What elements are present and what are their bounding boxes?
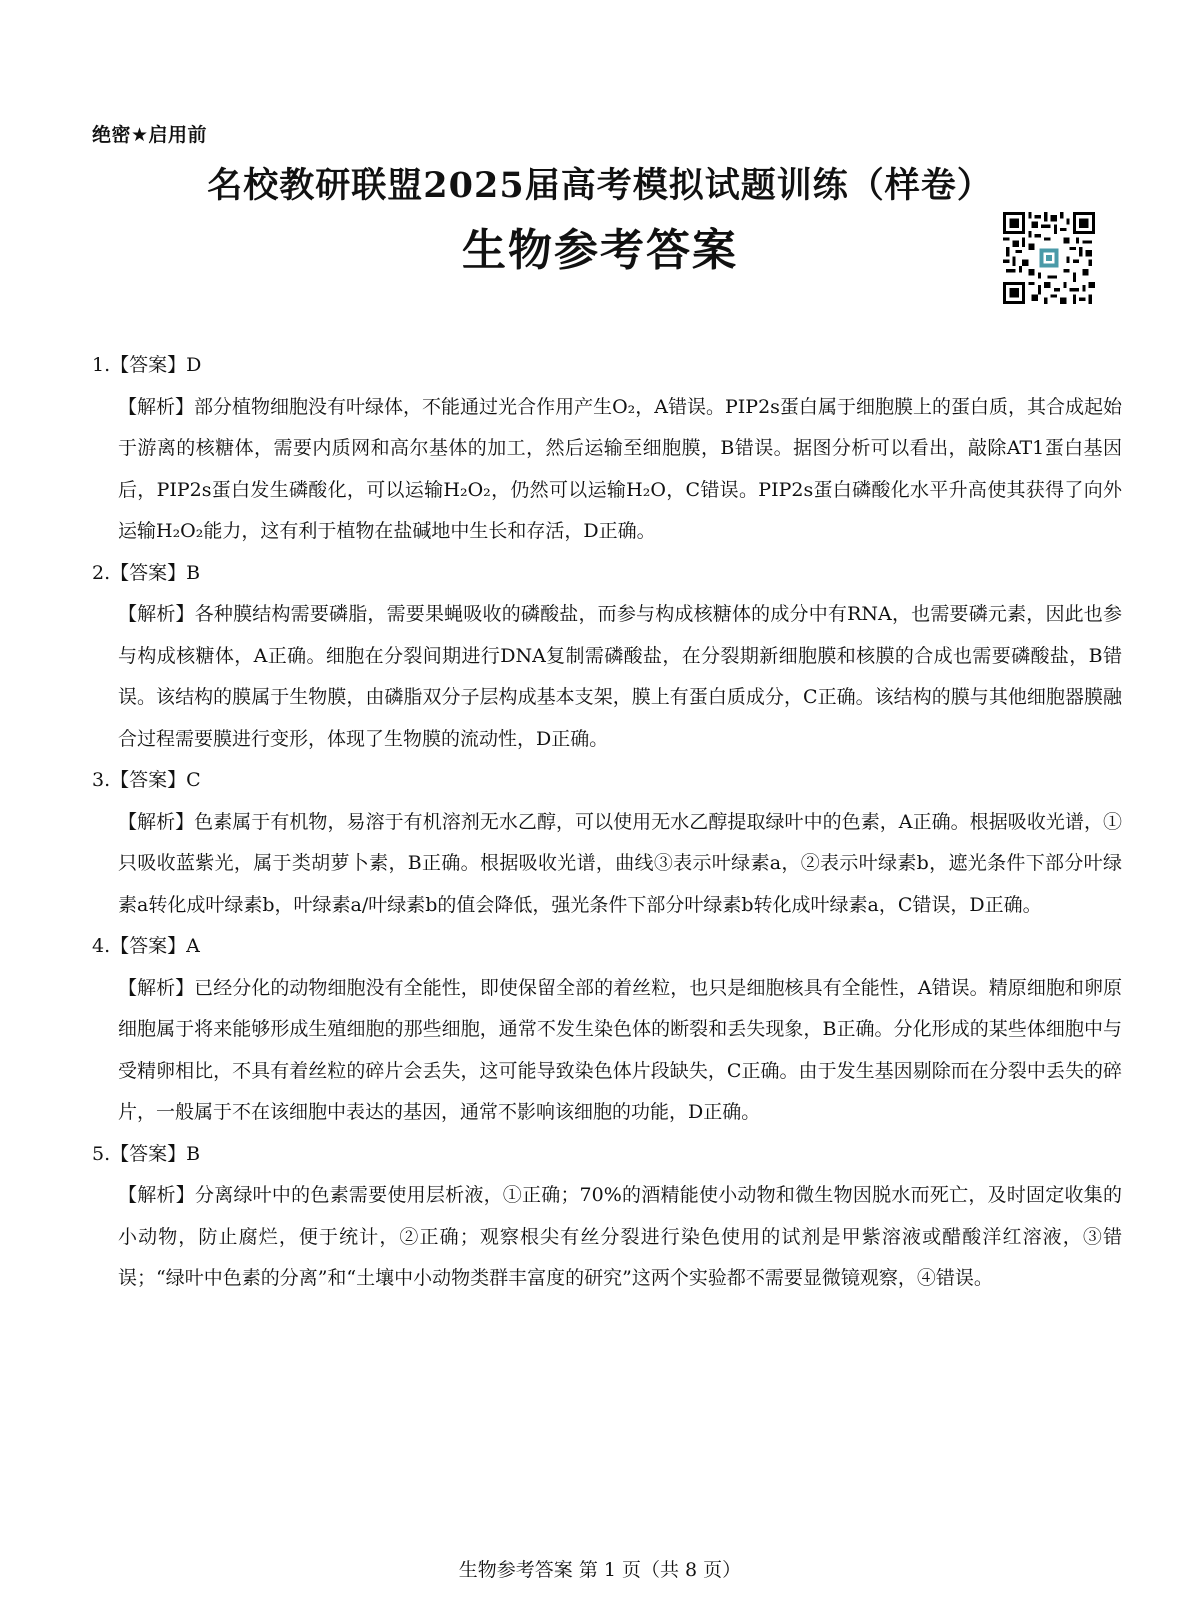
- question-3: [92, 760, 1122, 926]
- secret-label: 绝密★启用前: [92, 124, 208, 146]
- analysis-text: 【解析】分离绿叶中的色素需要使用层析液，①正确；70%的酒精能使小动物和微生物因脱水而死亡，及时固定收集的小动物，防止腐烂，便于统计，②正确；观察根尖有丝分裂进行染色使用的试剂是甲紫溶液或醋酸洋红溶液，③错误；“绿叶中色素的分离”和“土壤中小动物类群丰富度的研究”这两个实验都不需要显微镜观察，④错误。: [118, 1184, 1122, 1289]
- analysis-text: 【解析】各种膜结构需要磷脂，需要果蝇吸收的磷酸盐，而参与构成核糖体的成分中有RNA，也需要磷元素，因此也参与构成核糖体，A正确。细胞在分裂间期进行DNA复制需磷酸盐，在分裂期新细胞膜和核膜的合成也需要磷酸盐，B错误。该结构的膜属于生物膜，由磷脂双分子层构成基本支架，膜上有蛋白质成分，C正确。该结构的膜与其他细胞器膜融合过程需要膜进行变形，体现了生物膜的流动性，D正确。: [118, 603, 1122, 750]
- question-5: [92, 1134, 1122, 1300]
- analysis-text: 【解析】色素属于有机物，易溶于有机溶剂无水乙醇，可以使用无水乙醇提取绿叶中的色素，A正确。根据吸收光谱，①只吸收蓝紫光，属于类胡萝卜素，B正确。根据吸收光谱，曲线③表示叶绿素a，②表示叶绿素b，遮光条件下部分叶绿素a转化成叶绿素b，叶绿素a/叶绿素b的值会降低，强光条件下部分叶绿素b转化成叶绿素a，C错误，D正确。: [118, 810, 1122, 916]
- analysis-text: 【解析】部分植物细胞没有叶绿体，不能通过光合作用产生O₂，A错误。PIP2s蛋白属于细胞膜上的蛋白质，其合成起始于游离的核糖体，需要内质网和高尔基体的加工，然后运输至细胞膜，B错误。据图分析可以看出，敲除AT1蛋白基因后，PIP2s蛋白发生磷酸化，可以运输H₂O₂，仍然可以运输H₂O，C错误。PIP2s蛋白磷酸化水平升高使其获得了向外运输H₂O₂能力，这有利于植物在盐碱地中生长和存活，D正确。: [118, 395, 1122, 542]
- qr-code-icon: [1003, 212, 1095, 304]
- page-title: 名校教研联盟2025届高考模拟试题训练（样卷）: [207, 165, 993, 206]
- answer-heading: 3.【答案】C: [92, 769, 201, 791]
- answer-list: [92, 345, 1122, 1300]
- question-2: [92, 553, 1122, 761]
- page-footer: 生物参考答案 第 1 页（共 8 页）: [458, 1559, 742, 1581]
- answer-heading: 2.【答案】B: [92, 561, 201, 584]
- answer-heading: 5.【答案】B: [92, 1142, 201, 1165]
- analysis-text: 【解析】已经分化的动物细胞没有全能性，即使保留全部的着丝粒，也只是细胞核具有全能性，A错误。精原细胞和卵原细胞属于将来能够形成生殖细胞的那些细胞，通常不发生染色体的断裂和丢失现象，B正确。分化形成的某些体细胞中与受精卵相比，不具有着丝粒的碎片会丢失，这可能导致染色体片段缺失，C正确。由于发生基因剔除而在分裂中丢失的碎片，一般属于不在该细胞中表达的基因，通常不影响该细胞的功能，D正确。: [118, 976, 1122, 1123]
- question-1: [92, 345, 1122, 553]
- question-4: [92, 926, 1122, 1134]
- answer-heading: 4.【答案】A: [92, 935, 200, 957]
- answer-heading: 1.【答案】D: [92, 354, 202, 376]
- page-subtitle: 生物参考答案: [462, 225, 738, 276]
